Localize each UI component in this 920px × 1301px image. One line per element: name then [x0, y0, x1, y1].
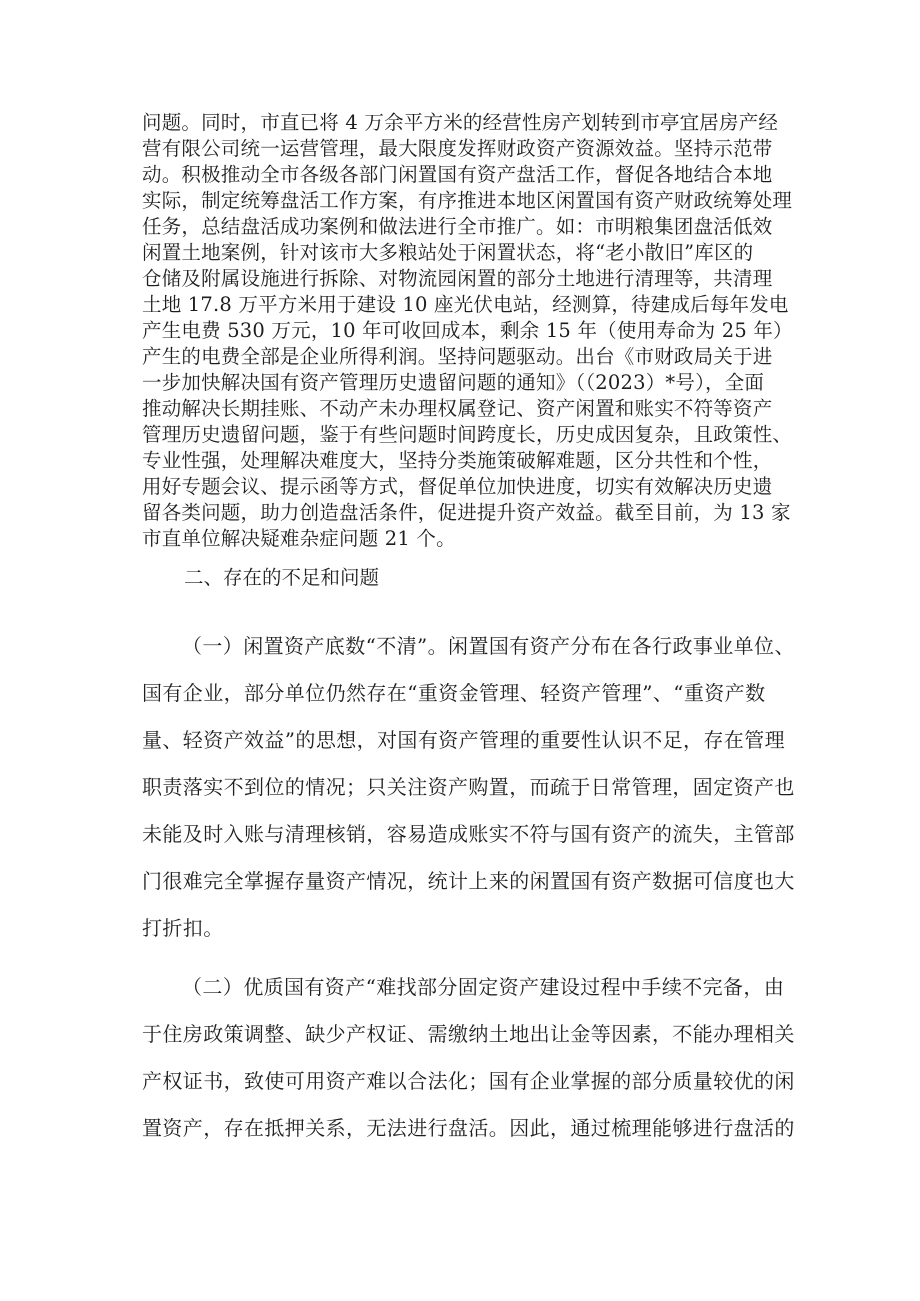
text-line: （二）优质国有资产“难找部分固定资产建设过程中手续不完备，由: [182, 975, 785, 999]
text-line: 动。积极推动全市各级各部门闲置国有资产盘活工作，督促各地结合本地: [142, 163, 773, 186]
text-line: 专业性强，处理解决难度大，坚持分类施策破解难题，区分共性和个性，: [142, 449, 773, 472]
text-line: 门很难完全掌握存量资产情况，统计上来的闲置国有资产数据可信度也大: [142, 869, 795, 893]
text-line: 量、轻资产效益”的思想，对国有资产管理的重要性认识不足，存在管理: [142, 728, 786, 752]
text-line: 营有限公司统一运营管理，最大限度发挥财政资产资源效益。坚持示范带: [142, 137, 773, 160]
text-line: 置资产，存在抵押关系，无法进行盘活。因此，通过梳理能够进行盘活的: [142, 1116, 795, 1140]
text-line: 闲置土地案例，针对该市大多粮站处于闲置状态，将“老小散旧”库区的: [142, 241, 754, 264]
text-line: 任务，总结盘活成功案例和做法进行全市推广。如：市明粮集团盘活低效: [142, 215, 773, 238]
text-line: 推动解决长期挂账、不动产未办理权属登记、资产闲置和账实不符等资产: [142, 397, 773, 420]
text-line: 仓储及附属设施进行拆除、对物流园闲置的部分土地进行清理等，共清理: [142, 267, 773, 290]
text-line: 打折扣。: [142, 916, 224, 940]
text-line: 土地 17.8 万平方米用于建设 10 座光伏电站，经测算，待建成后每年发电: [142, 293, 789, 316]
text-line: 一步加快解决国有资产管理历史遗留问题的通知》（（2023）*号），全面: [142, 371, 765, 394]
paragraph-quality-assets: [142, 964, 822, 1152]
text-line: 实际，制定统筹盘活工作方案，有序推进本地区闲置国有资产财政统筹处理: [142, 189, 793, 212]
text-line: 问题。同时，市直已将 4 万余平方米的经营性房产划转到市亭宜居房产经: [142, 111, 779, 134]
paragraph-continued: [142, 110, 802, 552]
text-line: 产生电费 530 万元，10 年可收回成本，剩余 15 年（使用寿命为 25 年）: [142, 319, 793, 342]
text-line: 管理历史遗留问题，鉴于有些问题时间跨度长，历史成因复杂，且政策性、: [142, 423, 793, 446]
section-heading: 二、存在的不足和问题: [184, 566, 380, 589]
text-line: 产权证书，致使可用资产难以合法化；国有企业掌握的部分质量较优的闲: [142, 1069, 795, 1093]
text-line: 国有企业，部分单位仍然存在“重资金管理、轻资产管理”、“重资产数: [142, 681, 766, 705]
text-line: 留各类问题，助力创造盘活条件，促进提升资产效益。截至目前，为 13 家: [142, 501, 791, 524]
text-line: 市直单位解决疑难杂症问题 21 个。: [142, 527, 456, 550]
text-line: 职责落实不到位的情况；只关注资产购置，而疏于日常管理，固定资产也: [142, 775, 795, 799]
text-line: 用好专题会议、提示函等方式，督促单位加快进度，切实有效解决历史遗: [142, 475, 773, 498]
text-line: 未能及时入账与清理核销，容易造成账实不符与国有资产的流失，主管部: [142, 822, 795, 846]
text-line: 产生的电费全部是企业所得利润。坚持问题驱动。出台《市财政局关于进: [142, 345, 773, 368]
text-line: 于住房政策调整、缺少产权证、需缴纳土地出让金等因素，不能办理相关: [142, 1022, 795, 1046]
paragraph-idle-assets: [142, 623, 822, 952]
text-line: （一）闲置资产底数“不清”。闲置国有资产分布在各行政事业单位、: [182, 634, 795, 658]
